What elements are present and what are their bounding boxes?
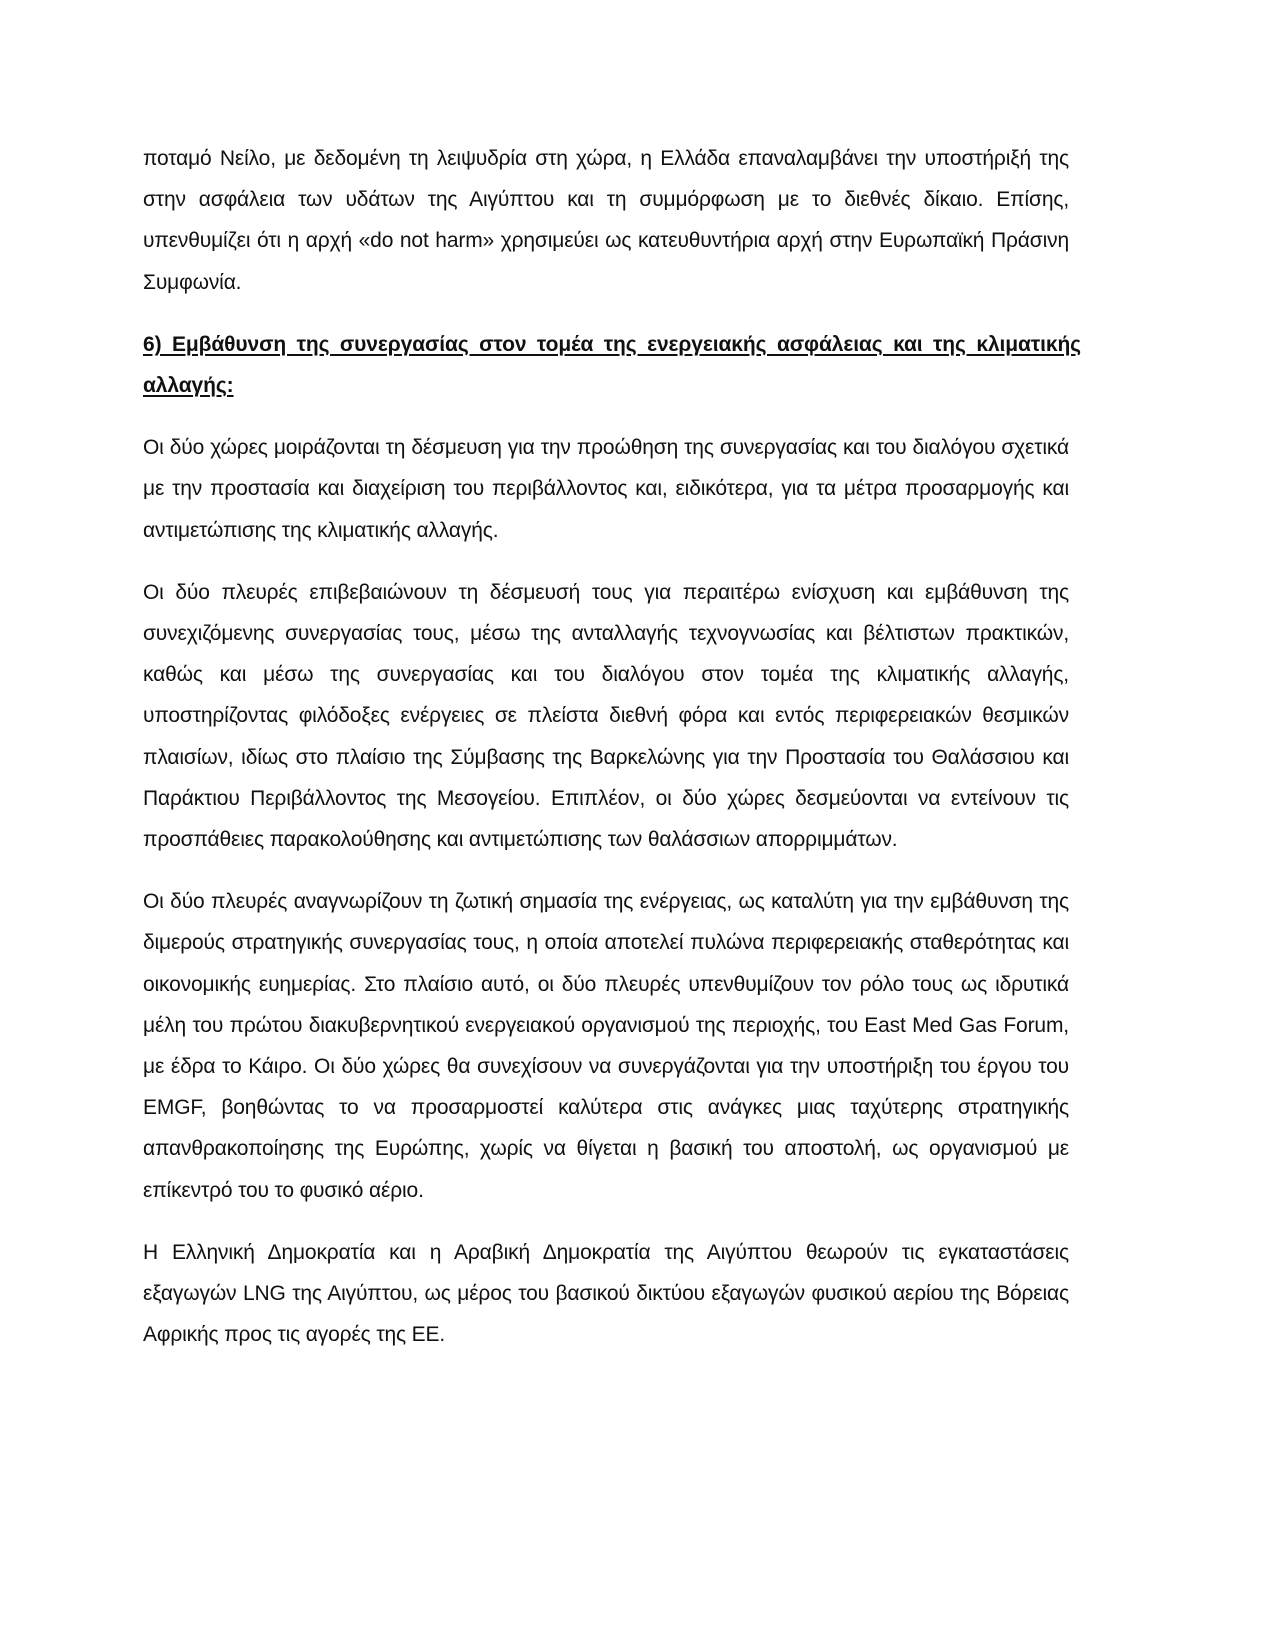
paragraph-lng-exports: Η Ελληνική Δημοκρατία και η Αραβική Δημοκρατία της Αιγύπτου θεωρούν τις εγκαταστάσεις εξαγωγών LNG της Αιγύπτου, ως μέρος του βασικού δικτύου εξαγωγών φυσικού αερίου της Βόρειας Αφρικής προς τις αγορές της ΕΕ. (143, 1240, 1069, 1347)
paragraph-energy-emgf: Οι δύο πλευρές αναγνωρίζουν τη ζωτική σημασία της ενέργειας, ως καταλύτη για την εμβάθυνση της διμερούς στρατηγικής συνεργασίας τους, η οποία αποτελεί πυλώνα περιφερειακής σταθερότητας και οικονομικής ευημερίας. Στο πλαίσιο αυτό, οι δύο πλευρές υπενθυμίζουν τον ρόλο τους ως ιδρυτικά μέλη του πρώτου διακυβερνητικού ενεργειακού οργανισμού της περιοχής, του East Med Gas Forum, με έδρα το Κάιρο. Οι δύο χώρες θα συνεχίσουν να συνεργάζονται για την υποστήριξη του έργου του EMGF, βοηθώντας το να προσαρμοστεί καλύτερα στις ανάγκες μιας ταχύτερης στρατηγικής απανθρακοποίησης της Ευρώπης, χωρίς να θίγεται η βασική του αποστολή, ως οργανισμού με επίκεντρό του το φυσικό αέριο. (143, 890, 1069, 1202)
paragraph-environment-commitment: Οι δύο χώρες μοιράζονται τη δέσμευση για την προώθηση της συνεργασίας και του διαλόγου σχετικά με την προστασία και διαχείριση του περιβάλλοντος και, ειδικότερα, για τα μέτρα προσαρμογής και αντιμετώπισης της κλιματικής αλλαγής. (143, 436, 1069, 542)
document-page (143, 138, 1081, 1376)
paragraph-climate-cooperation: Οι δύο πλευρές επιβεβαιώνουν τη δέσμευσή τους για περαιτέρω ενίσχυση και εμβάθυνση της συνεχιζόμενης συνεργασίας τους, μέσω της ανταλλαγής τεχνογνωσίας και βέλτιστων πρακτικών, καθώς και μέσω της συνεργασίας και του διαλόγου στον τομέα της κλιματικής αλλαγής, υποστηρίζοντας φιλόδοξες ενέργειες σε πλείστα διεθνή φόρα και εντός περιφερειακών θεσμικών πλαισίων, ιδίως στο πλαίσιο της Σύμβασης της Βαρκελώνης για την Προστασία του Θαλάσσιου και Παράκτιου Περιβάλλοντος της Μεσογείου. Επιπλέον, οι δύο χώρες δεσμεύονται να εντείνουν τις προσπάθειες παρακολούθησης και αντιμετώπισης των θαλάσσιων απορριμμάτων. (143, 580, 1069, 852)
paragraph-continuation-nile: ποταμό Νείλο, με δεδομένη τη λειψυδρία στη χώρα, η Ελλάδα επαναλαμβάνει την υποστήριξή της στην ασφάλεια των υδάτων της Αιγύπτου και τη συμμόρφωση με το διεθνές δίκαιο. Επίσης, υπενθυμίζει ότι η αρχή «do not harm» χρησιμεύει ως κατευθυντήρια αρχή στην Ευρωπαϊκή Πράσινη Συμφωνία. (143, 147, 1069, 294)
section-heading-energy-climate: 6) Εμβάθυνση της συνεργασίας στον τομέα της ενεργειακής ασφάλειας και της κλιματικής αλλαγής: (143, 332, 1081, 398)
